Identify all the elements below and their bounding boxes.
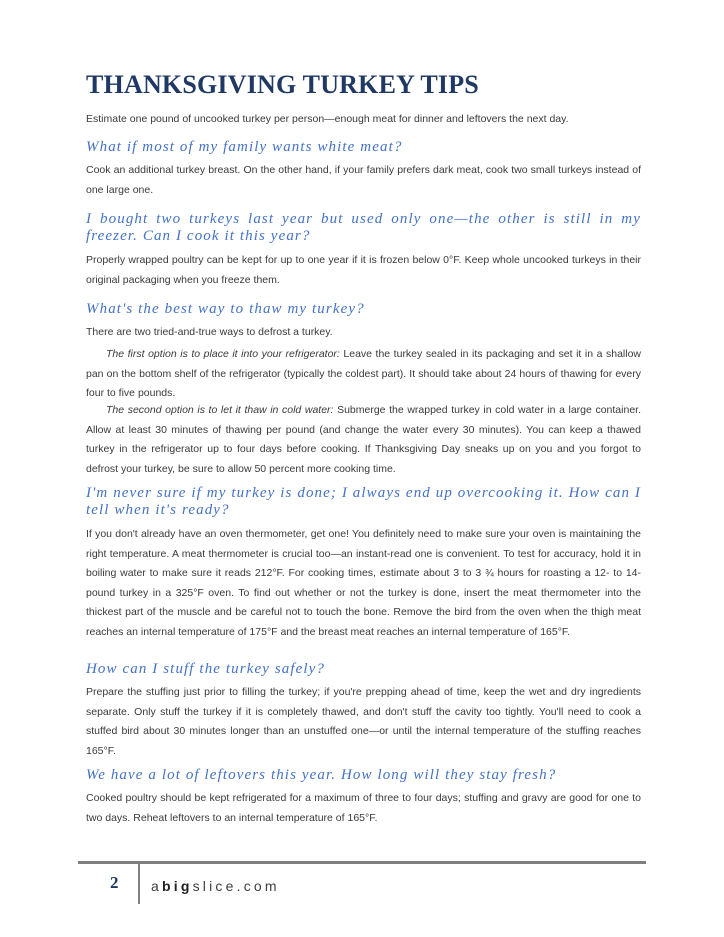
answer-text-6: Cooked poultry should be kept refrigerated for a maximum of three to four days; stuffing and gravy are good for one to two days. Reheat leftovers to an internal temperature of 165°F. xyxy=(86,792,641,824)
answer-text-3: There are two tried-and-true ways to defrost a turkey. xyxy=(86,326,333,338)
footer-website xyxy=(151,878,280,894)
thaw-option-refrigerator xyxy=(86,345,641,404)
question-heading-3: What's the best way to thaw my turkey? xyxy=(86,301,365,317)
page-number: 2 xyxy=(110,873,119,892)
question-heading-1: What if most of my family wants white meat? xyxy=(86,139,403,155)
question-heading-6: We have a lot of leftovers this year. How long will they stay fresh? xyxy=(86,767,557,783)
page-title: THANKSGIVING TURKEY TIPS xyxy=(86,70,479,99)
option-text: Leave the turkey sealed in its packaging and set it in a shallow pan on the bottom shelf of the refrigerator (typically the coldest part). It should take about 24 hours of thawing for every four to five pounds. xyxy=(86,348,642,399)
thaw-option-cold-water xyxy=(86,401,641,479)
answer-text-1: Cook an additional turkey breast. On the other hand, if your family prefers dark meat, cook two small turkeys instead of one large one. xyxy=(86,164,641,196)
footer-vertical-divider xyxy=(138,864,140,904)
intro-text: Estimate one pound of uncooked turkey per person—enough meat for dinner and leftovers the next day. xyxy=(86,113,569,125)
site-bold: big xyxy=(162,878,193,894)
option-text: Submerge the wrapped turkey in cold water in a large container. Allow at least 30 minutes of thawing per pound (and change the water every 30 minutes). You can keep a thawed turkey in the refrigerator up to four days before cooking. If Thanksgiving Day sneaks up on you and you forgot to defrost your turkey, be sure to allow 50 percent more cooking time. xyxy=(86,404,641,475)
option-lead: The second option is to let it thaw in cold water: xyxy=(106,404,334,416)
site-suffix: slice.com xyxy=(192,878,280,894)
answer-text-5: Prepare the stuffing just prior to filling the turkey; if you're prepping ahead of time, keep the wet and dry ingredients separate. Only stuff the turkey if it is completely thawed, and don't stuff the cavity too tightly. You'll need to cook a stuffed bird about 30 minutes longer than an unstuffed one—or until the internal temperature of the stuffing reaches 165°F. xyxy=(86,686,641,757)
answer-text-4: If you don't already have an oven thermometer, get one! You definitely need to make sure your oven is maintaining the right temperature. A meat thermometer is crucial too—an instant-read one is convenient. To test for accuracy, hold it in boiling water to make sure it reads 212°F. For cooking times, estimate about 3 to 3 ¾ hours for roasting a 12- to 14-pound turkey in a 325°F oven. To find out whether or not the turkey is done, insert the meat thermometer into the thickest part of the muscle and be careful not to touch the bone. Remove the bird from the oven when the thigh meat reaches an internal temperature of 175°F and the breast meat reaches an internal temperature of 165°F. xyxy=(86,528,641,638)
option-lead: The first option is to place it into your refrigerator: xyxy=(106,348,340,360)
answer-text-2: Properly wrapped poultry can be kept for up to one year if it is frozen below 0°F. Keep whole uncooked turkeys in their original packaging when you freeze them. xyxy=(86,254,641,286)
question-heading-2: I bought two turkeys last year but used only one—the other is still in my freezer. Can I cook it this year? xyxy=(86,211,641,244)
question-heading-5: How can I stuff the turkey safely? xyxy=(86,661,326,677)
question-heading-4: I'm never sure if my turkey is done; I always end up overcooking it. How can I tell when it's ready? xyxy=(86,485,641,518)
site-prefix: a xyxy=(151,878,162,894)
footer-divider xyxy=(78,861,646,864)
